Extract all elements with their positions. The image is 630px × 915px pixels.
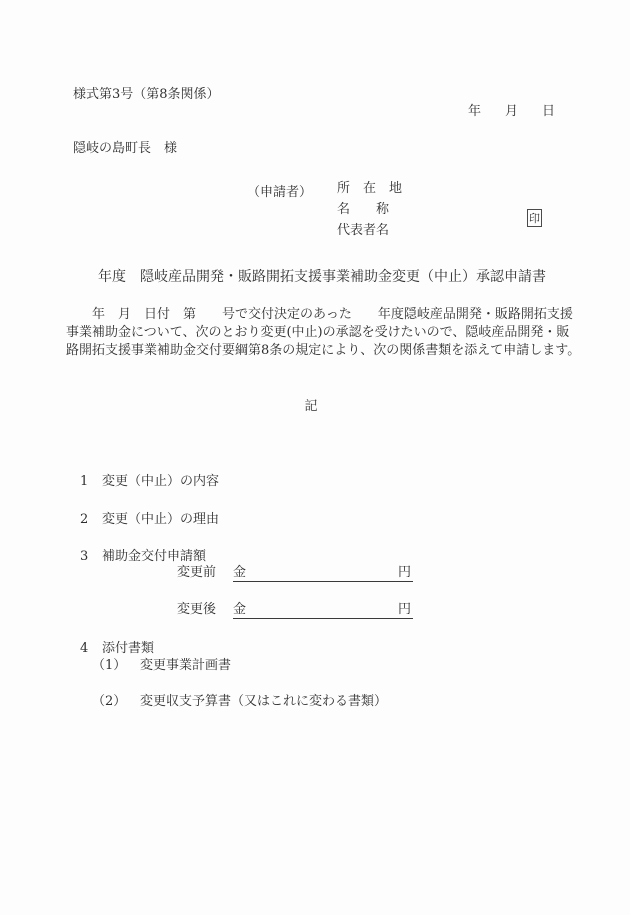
item-number: 3 [80, 549, 89, 564]
date-day-label: 日 [542, 104, 556, 119]
date-line [468, 100, 555, 119]
currency-prefix: 金 [233, 602, 247, 617]
item-number: 2 [80, 512, 89, 527]
amount-fill-line [233, 598, 413, 619]
document-title: 年度 隠岐産品開発・販路開拓支援事業補助金変更（中止）承認申請書 [98, 269, 546, 285]
attachment-number: （1） [92, 658, 127, 673]
list-item-change-reason [80, 508, 219, 527]
attachment-item-plan [92, 654, 231, 673]
applicant-label: （申請者） [247, 185, 313, 200]
form-number: 様式第3号（第8条関係） [73, 87, 220, 102]
body-paragraph [66, 306, 580, 360]
attachment-text: 変更収支予算書（又はこれに変わる書類） [140, 694, 388, 709]
body-line: 路開拓支援事業補助金交付要綱第8条の規定により、次の関係書類を添えて申請します。 [66, 343, 581, 358]
item-text: 変更（中止）の理由 [102, 512, 220, 527]
attachment-number: （2） [92, 694, 127, 709]
amount-row-before-change [177, 561, 413, 582]
date-month-label: 月 [505, 104, 519, 119]
section-marker-ki: 記 [304, 399, 318, 414]
name-field-label: 名 称 [337, 202, 390, 217]
item-text: 変更（中止）の内容 [102, 474, 220, 489]
body-line: 事業補助金について、次のとおり変更(中止)の承認を受けたいので、隠岐産品開発・販 [66, 325, 570, 340]
item-number: 1 [80, 474, 89, 489]
item-text: 添付書類 [102, 641, 155, 656]
currency-suffix: 円 [398, 602, 412, 617]
seal-mark: 印 [529, 212, 540, 225]
list-item-change-content [80, 470, 219, 489]
address-field-label: 所 在 地 [337, 181, 403, 196]
body-line: 年 月 日付 第 号で交付決定のあった 年度隠岐産品開発・販路開拓支援 [66, 307, 573, 322]
item-number: 4 [80, 641, 89, 656]
seal-stamp-box [527, 209, 542, 227]
attachment-item-budget [92, 690, 387, 709]
addressee: 隠岐の島町長 様 [73, 141, 178, 156]
attachment-text: 変更事業計画書 [140, 658, 232, 673]
amount-fill-line [233, 561, 413, 582]
currency-prefix: 金 [233, 565, 247, 580]
date-year-label: 年 [468, 104, 482, 119]
amount-row-after-change [177, 598, 413, 619]
applicant-fields [337, 181, 402, 244]
amount-label: 変更後 [177, 602, 217, 617]
amount-label: 変更前 [177, 565, 217, 580]
representative-field-label: 代表者名 [337, 223, 390, 238]
item-text: 補助金交付申請額 [102, 549, 207, 564]
currency-suffix: 円 [398, 565, 412, 580]
